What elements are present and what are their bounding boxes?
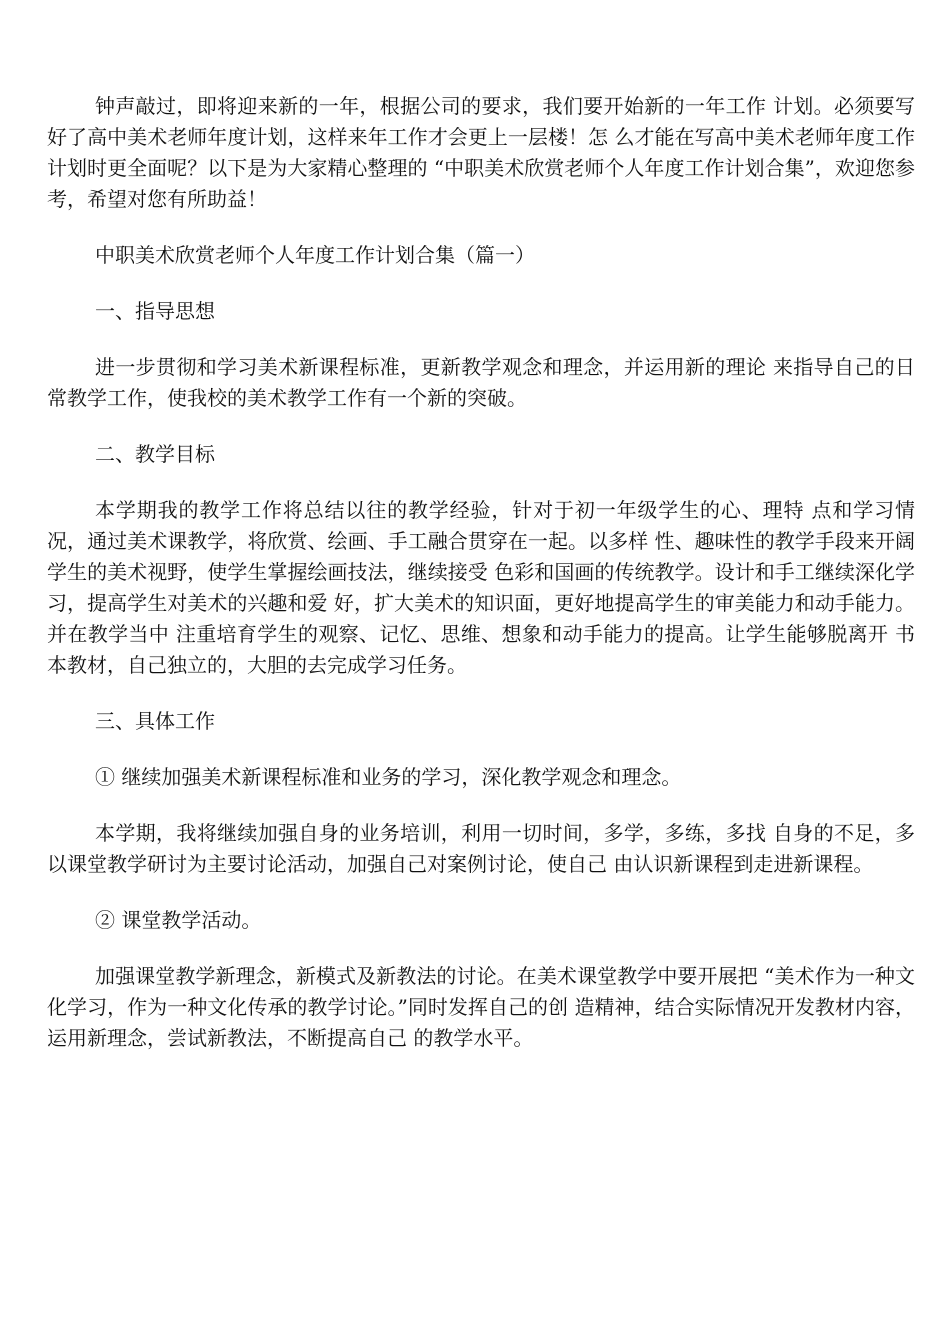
intro-paragraph: 钟声敲过，即将迎来新的一年，根据公司的要求，我们要开始新的一年工作 计划。必须要写好了高中美术老师年度计划，这样来年工作才会更上一层楼！怎 么才能在写高中美术老师年度工作计划时更全面呢？以下是为大家精心整理的 “中职美术欣赏老师个人年度工作计划合集”，欢迎您参考，希望对您有所助益！ (47, 94, 915, 211)
work-item-2-paragraph: 加强课堂教学新理念，新模式及新教法的讨论。在美术课堂教学中要开展把 “美术作为一种文化学习，作为一种文化传承的教学讨论。”同时发挥自己的创 造精神，结合实际情况开发教材内容，运用新理念，尝试新教法，不断提高自己 的教学水平。 (47, 964, 915, 1050)
guiding-thought-paragraph: 进一步贯彻和学习美术新课程标准，更新教学观念和理念，并运用新的理论 来指导自己的日常教学工作，使我校的美术教学工作有一个新的突破。 (47, 355, 915, 410)
section-heading-specific-work: 三、具体工作 (95, 709, 215, 733)
document-title: 中职美术欣赏老师个人年度工作计划合集（篇一） (95, 243, 535, 267)
work-item-2-heading: ② 课堂教学活动。 (95, 908, 262, 932)
section-heading-teaching-goals: 二、教学目标 (95, 442, 215, 466)
work-item-1-paragraph: 本学期，我将继续加强自身的业务培训，利用一切时间，多学，多练，多找 自身的不足，多以课堂教学研讨为主要讨论活动，加强自己对案例讨论，使自己 由认识新课程到走进新课程。 (47, 821, 915, 876)
section-heading-guiding-thought: 一、指导思想 (95, 299, 215, 323)
work-item-1-heading: ① 继续加强美术新课程标准和业务的学习，深化教学观念和理念。 (95, 765, 682, 789)
teaching-goals-paragraph: 本学期我的教学工作将总结以往的教学经验，针对于初一年级学生的心、理特 点和学习情况，通过美术课教学，将欣赏、绘画、手工融合贯穿在一起。以多样 性、趣味性的教学手段来开阔学生的美术视野，使学生掌握绘画技法，继续接受 色彩和国画的传统教学。设计和手工继续深化学习，提高学生对美术的兴趣和爱 好，扩大美术的知识面，更好地提高学生的审美能力和动手能力。并在教学当中 注重培育学生的观察、记忆、思维、想象和动手能力的提高。让学生能够脱离开 书本教材，自己独立的，大胆的去完成学习任务。 (47, 498, 915, 677)
document-page (47, 91, 915, 1079)
